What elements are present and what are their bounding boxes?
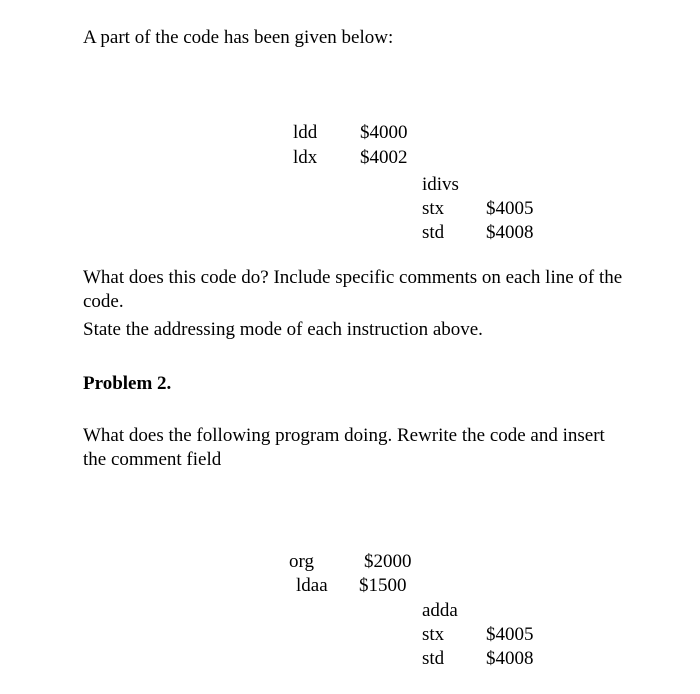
- question-1-text: What does this code do? Include specific comments on each line of the code.: [83, 267, 623, 312]
- code-op: adda: [422, 600, 458, 621]
- code-op: std: [422, 222, 445, 243]
- code-op: org: [289, 551, 314, 572]
- code-op: ldd: [293, 122, 318, 143]
- code-op: std: [422, 648, 445, 669]
- code-arg: $4005: [486, 624, 534, 645]
- code-arg: $4008: [486, 222, 534, 243]
- problem-2-heading: Problem 2.: [83, 373, 172, 394]
- code-op: idivs: [422, 174, 459, 195]
- code-op: stx: [422, 198, 445, 219]
- code-op: ldx: [293, 147, 318, 168]
- code-op: stx: [422, 624, 445, 645]
- code-op: ldaa: [296, 575, 328, 596]
- question-1-addressing-text: State the addressing mode of each instruction above.: [83, 319, 483, 340]
- code-arg: $4008: [486, 648, 534, 669]
- code-arg: $4005: [486, 198, 534, 219]
- code-arg: $2000: [364, 551, 412, 572]
- intro-text: A part of the code has been given below:: [83, 27, 394, 48]
- code-arg: $4000: [360, 122, 408, 143]
- problem-2-question: What does the following program doing. Rewrite the code and insert the comment field: [83, 425, 605, 470]
- code-arg: $4002: [360, 147, 408, 168]
- code-arg: $1500: [359, 575, 407, 596]
